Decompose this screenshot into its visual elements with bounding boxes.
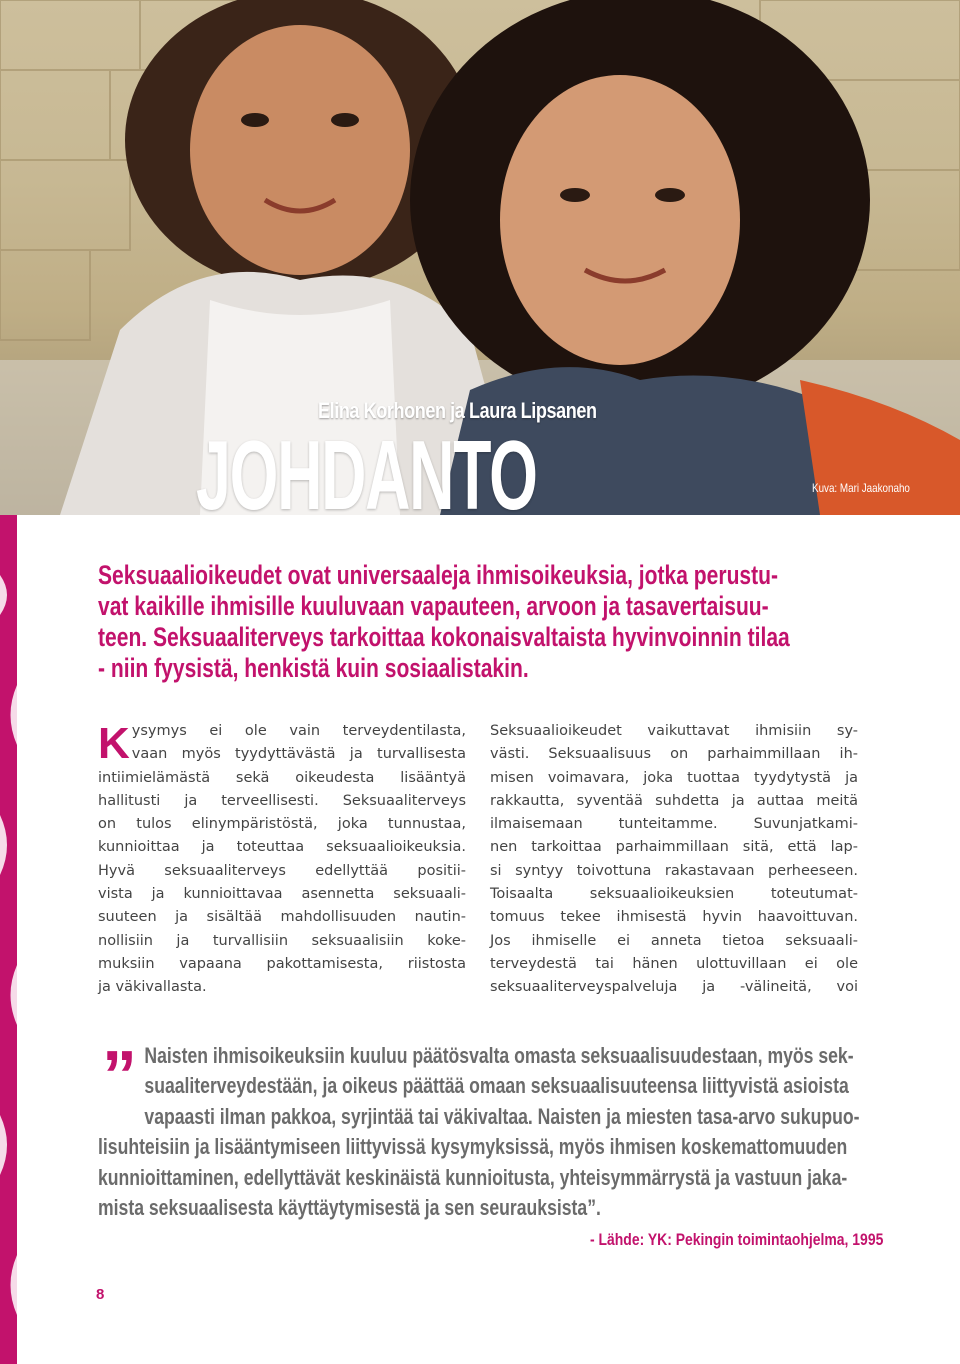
- header-photo: [0, 0, 960, 515]
- body-line: kunnioittaa ja toteuttaa seksuaalioikeuksia.: [98, 839, 466, 856]
- body-line: suuteen ja sisältää mahdollisuuden nautin-: [98, 909, 466, 926]
- strip-ornament: [0, 515, 17, 1364]
- body-column-right: [490, 720, 858, 1000]
- body-line: ilmaisemaan tunteitamme. Suvunjatkami-: [490, 816, 858, 833]
- body-line: terveydestä tai hänen ulottuvillaan ei ole: [490, 955, 858, 972]
- author-byline: Elina Korhonen ja Laura Lipsanen: [318, 398, 597, 423]
- quote-line: lisuhteisiin ja lisääntymiseen liittyvissä kysymyksissä, myös ihmisen koskemattomuuden: [98, 1134, 848, 1160]
- drop-cap: K: [98, 719, 130, 768]
- body-line: intiimielämästä sekä oikeudesta lisääntyä: [98, 769, 466, 786]
- body-line: Seksuaalioikeudet vaikuttavat ihmisiin sy-: [490, 723, 858, 739]
- quote-line: Naisten ihmisoikeuksiin kuuluu päätösvalta omasta seksuaalisuudestaan, myös sek-: [144, 1043, 854, 1068]
- quote-line: mista seksuaalisesta käyttäytymisestä ja sen seurauksista”.: [98, 1195, 601, 1221]
- body-line: nen tarkoittaa parhaimmillaan sitä, että lap-: [490, 839, 858, 856]
- quote-line: suaaliterveydestään, ja oikeus päättää omaan seksuaalisuuteensa liittyvistä asioista: [144, 1073, 849, 1099]
- body-line: vista ja kunnioittavaa asennetta seksuaali-: [98, 886, 466, 903]
- quote-line: kunnioittaminen, edellyttävät keskinäistä kunnioitusta, yhteisymmärrystä ja vastuun jaka-: [98, 1164, 848, 1190]
- body-line: rakkautta, syventää suhdetta ja auttaa meitä: [490, 792, 858, 809]
- body-line: on tulos elinympäristöstä, joka tunnustaa,: [98, 816, 466, 833]
- body-line: ja väkivallasta.: [98, 979, 207, 996]
- page-title: JOHDANTO: [196, 420, 537, 515]
- body-line: hallitusti ja terveellisesti. Seksuaaliterveys: [98, 792, 466, 809]
- quote-source: - Lähde: YK: Pekingin toimintaohjelma, 1995: [590, 1230, 884, 1249]
- body-line: misen voimavara, joka tuottaa tyydytystä ja: [490, 769, 858, 786]
- body-line: muksiin vapaana pakottamisesta, riistosta: [98, 955, 466, 972]
- lead-line: teen. Seksuaaliterveys tarkoittaa kokonaisvaltaista hyvinvoinnin tilaa: [98, 622, 790, 652]
- lead-line: Seksuaalioikeudet ovat universaaleja ihmisoikeuksia, jotka perustu-: [98, 560, 779, 590]
- body-line: ysymys ei ole vain terveydentilasta,: [131, 723, 466, 739]
- body-line: vaan myös tyydyttävästä ja turvallisesta: [131, 746, 466, 763]
- lead-line: vat kaikille ihmisille kuuluvaan vapauteen, arvoon ja tasavertaisuu-: [98, 591, 769, 621]
- body-line: seksuaaliterveyspalveluja ja -välineitä, voi: [490, 979, 858, 996]
- body-line: västi. Seksuaalisuus on parhaimmillaan ih-: [490, 746, 858, 763]
- lead-paragraph: [98, 560, 866, 684]
- body-column-left: [98, 720, 466, 1000]
- body-line: Toisaalta seksuaalioikeuksien toteutumat-: [490, 886, 858, 903]
- lead-line: - niin fyysistä, henkistä kuin sosiaalistakin.: [98, 653, 529, 683]
- page-number: 8: [96, 1286, 105, 1303]
- body-line: Hyvä seksuaaliterveys edellyttää positii-: [98, 862, 466, 879]
- quote-mark-icon: ”: [102, 1036, 137, 1114]
- body-line: Jos ihmiselle ei anneta tietoa seksuaali-: [490, 932, 858, 949]
- photo-credit: Kuva: Mari Jaakonaho: [812, 481, 910, 495]
- body-line: nollisiin ja turvallisiin seksuaalisiin koke-: [98, 932, 466, 949]
- body-line: tomuus tekee ihmisestä hyvin haavoittuvan.: [490, 909, 858, 926]
- pull-quote: [98, 1036, 866, 1223]
- side-decoration-strip: [0, 515, 17, 1364]
- quote-line: vapaasti ilman pakkoa, syrjintää tai väkivaltaa. Naisten ja miesten tasa-arvo sukupuo-: [144, 1103, 860, 1129]
- body-line: si syntyy toivottuna rakastavaan perheeseen.: [490, 862, 858, 879]
